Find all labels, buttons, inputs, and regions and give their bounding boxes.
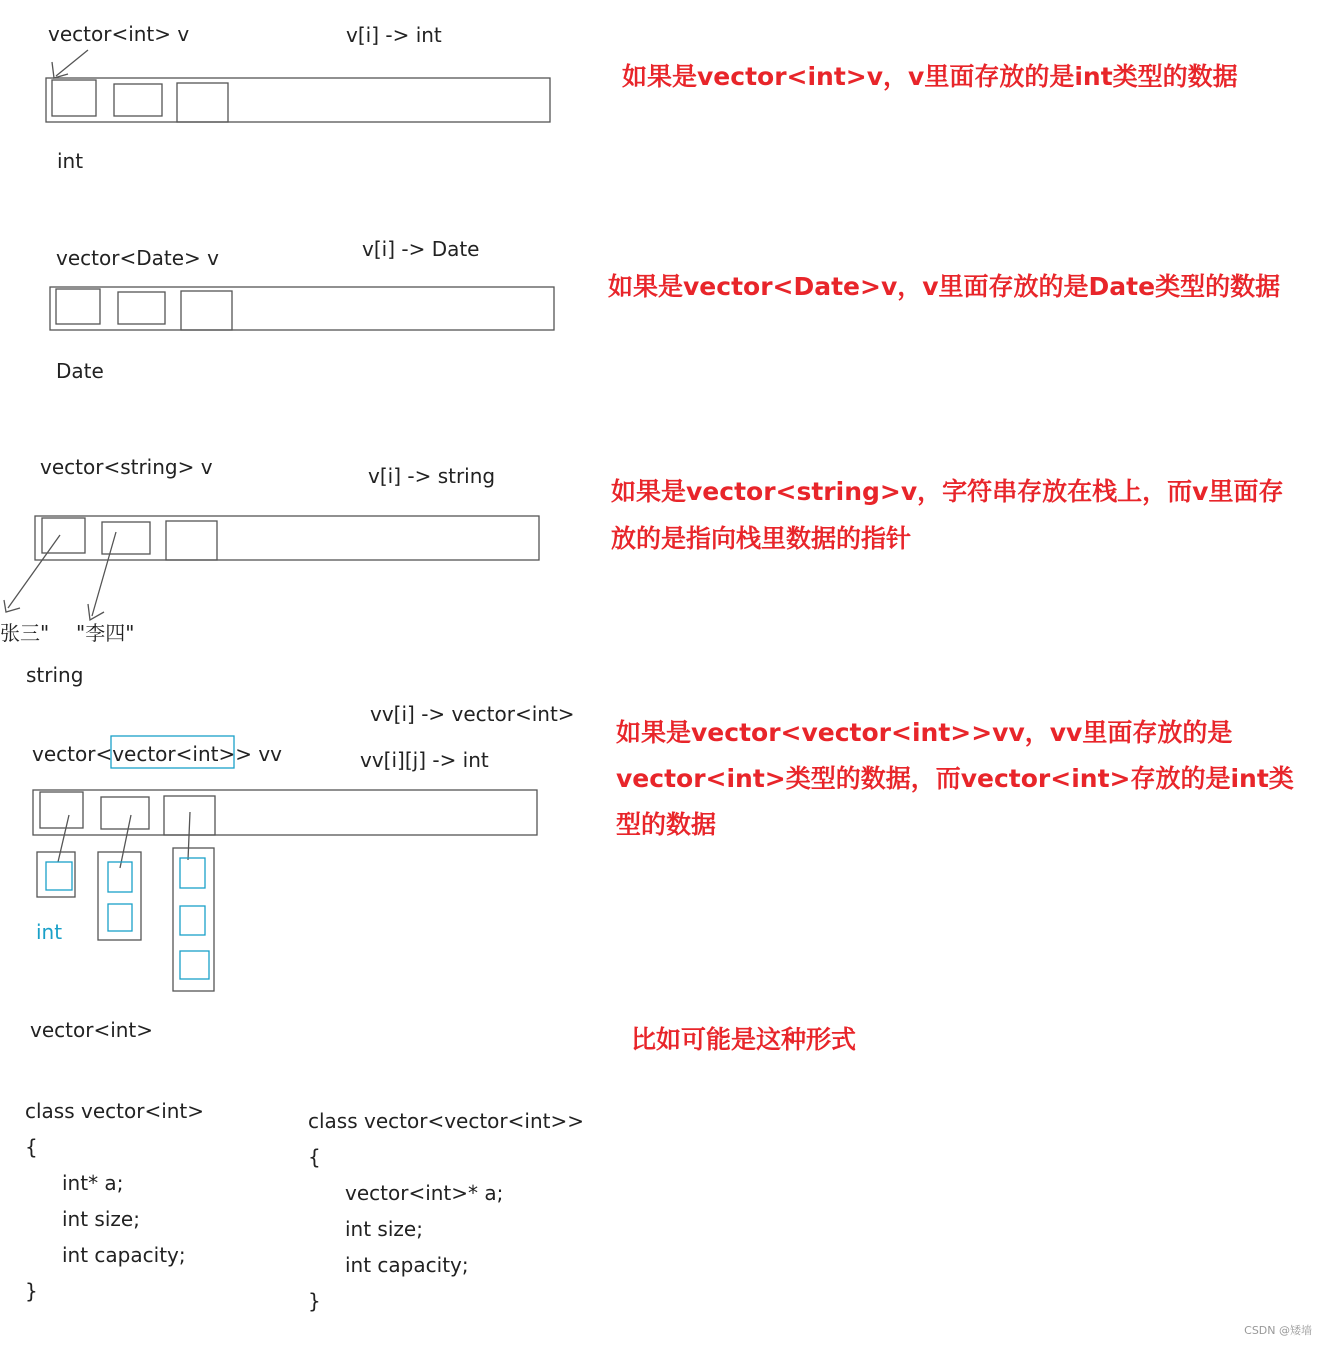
decl-vector-date: vector<Date> v [56,246,219,270]
vector-string-array [4,516,539,620]
watermark: CSDN @矮墙 [1244,1324,1312,1337]
note-example: 比如可能是这种形式 [631,1025,857,1054]
decl-vector-int: vector<int> v [48,22,190,46]
access-vector-int: v[i] -> int [346,23,442,47]
vector-date-array [50,287,554,330]
note-vector-date: 如果是vector<Date>v，v里面存放的是Date类型的数据 [608,272,1281,301]
note-vector-string-1: 如果是vector<string>v，字符串存放在栈上，而v里面存 [611,477,1284,506]
class1-line: class vector<int> [25,1099,205,1123]
access-vector-string: v[i] -> string [368,464,496,488]
class1-line: int* a; [62,1171,124,1195]
class2-line: int size; [345,1217,423,1241]
decl-post: > vv [235,742,283,766]
elem-type-vector-int: vector<int> [30,1018,154,1042]
class2-line: vector<int>* a; [345,1181,504,1205]
decl-vector-string: vector<string> v [40,455,213,479]
class2-line: } [308,1289,321,1313]
note-vector-string-2: 放的是指向栈里数据的指针 [611,524,912,553]
elem-type-int: int [57,149,84,173]
access-vv-i: vv[i] -> vector<int> [370,702,575,726]
decl-inner: vector<int> [112,742,236,766]
class2-line: int capacity; [345,1253,469,1277]
elem-type-date: Date [56,359,104,383]
vector-vector-array [33,736,537,991]
class1-line: } [25,1279,38,1303]
access-vv-ij: vv[i][j] -> int [360,748,489,772]
elem-type-string: string [26,663,84,687]
access-vector-date: v[i] -> Date [362,237,480,261]
note-vv-3: 型的数据 [616,810,717,839]
string-value-2: "李四" [76,621,135,645]
class2-line: { [308,1145,321,1169]
class2-line: class vector<vector<int>> [308,1109,584,1133]
class1-line: { [25,1135,38,1159]
decl-vector-vector [32,744,282,764]
class1-line: int capacity; [62,1243,186,1267]
note-vector-int: 如果是vector<int>v，v里面存放的是int类型的数据 [622,62,1238,91]
inner-type-int: int [36,920,63,944]
note-vv-1: 如果是vector<vector<int>>vv，vv里面存放的是 [616,718,1233,747]
class1-line: int size; [62,1207,140,1231]
string-value-1: 张三" [0,621,50,645]
decl-pre: vector< [32,742,113,766]
note-vv-2: vector<int>类型的数据，而vector<int>存放的是int类 [616,764,1294,793]
vector-int-array [46,50,550,122]
